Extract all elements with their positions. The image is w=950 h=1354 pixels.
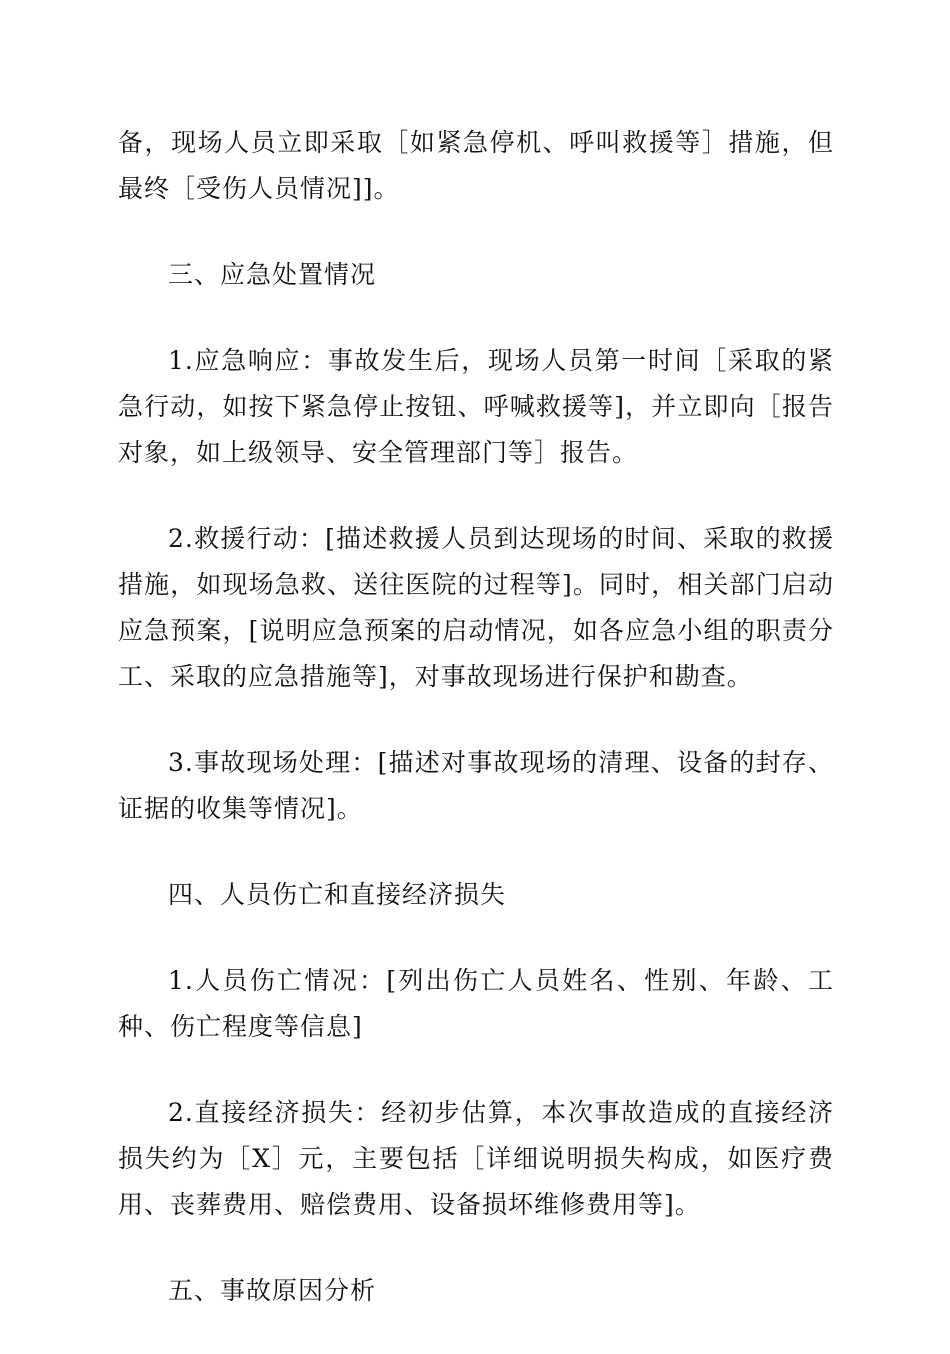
paragraph-rescue-action: 2.救援行动：[描述救援人员到达现场的时间、采取的救援措施，如现场急救、送往医院的过程等]。同时，相关部门启动应急预案，[说明应急预案的启动情况，如各应急小组的职责分工、采取的应急措施等]，对事故现场进行保护和勘查。 bbox=[118, 524, 834, 691]
paragraph-economic-loss: 2.直接经济损失：经初步估算，本次事故造成的直接经济损失约为［X］元，主要包括［详细说明损失构成，如医疗费用、丧葬费用、赔偿费用、设备损坏维修费用等]。 bbox=[118, 1098, 834, 1219]
section-heading-casualties-losses: 四、人员伤亡和直接经济损失 bbox=[168, 880, 507, 909]
paragraph-casualties: 1.人员伤亡情况：[列出伤亡人员姓名、性别、年龄、工种、伤亡程度等信息] bbox=[118, 966, 834, 1041]
paragraph-continuation: 备，现场人员立即采取［如紧急停机、呼叫救援等］措施，但最终［受伤人员情况]]。 bbox=[118, 128, 834, 203]
paragraph-emergency-response: 1.应急响应：事故发生后，现场人员第一时间［采取的紧急行动，如按下紧急停止按钮、呼喊救援等]，并立即向［报告对象，如上级领导、安全管理部门等］报告。 bbox=[118, 346, 834, 467]
section-heading-cause-analysis: 五、事故原因分析 bbox=[168, 1276, 377, 1305]
document-body bbox=[118, 120, 834, 1354]
section-heading-emergency-response: 三、应急处置情况 bbox=[168, 260, 377, 289]
paragraph-scene-handling: 3.事故现场处理：[描述对事故现场的清理、设备的封存、证据的收集等情况]。 bbox=[118, 748, 834, 823]
